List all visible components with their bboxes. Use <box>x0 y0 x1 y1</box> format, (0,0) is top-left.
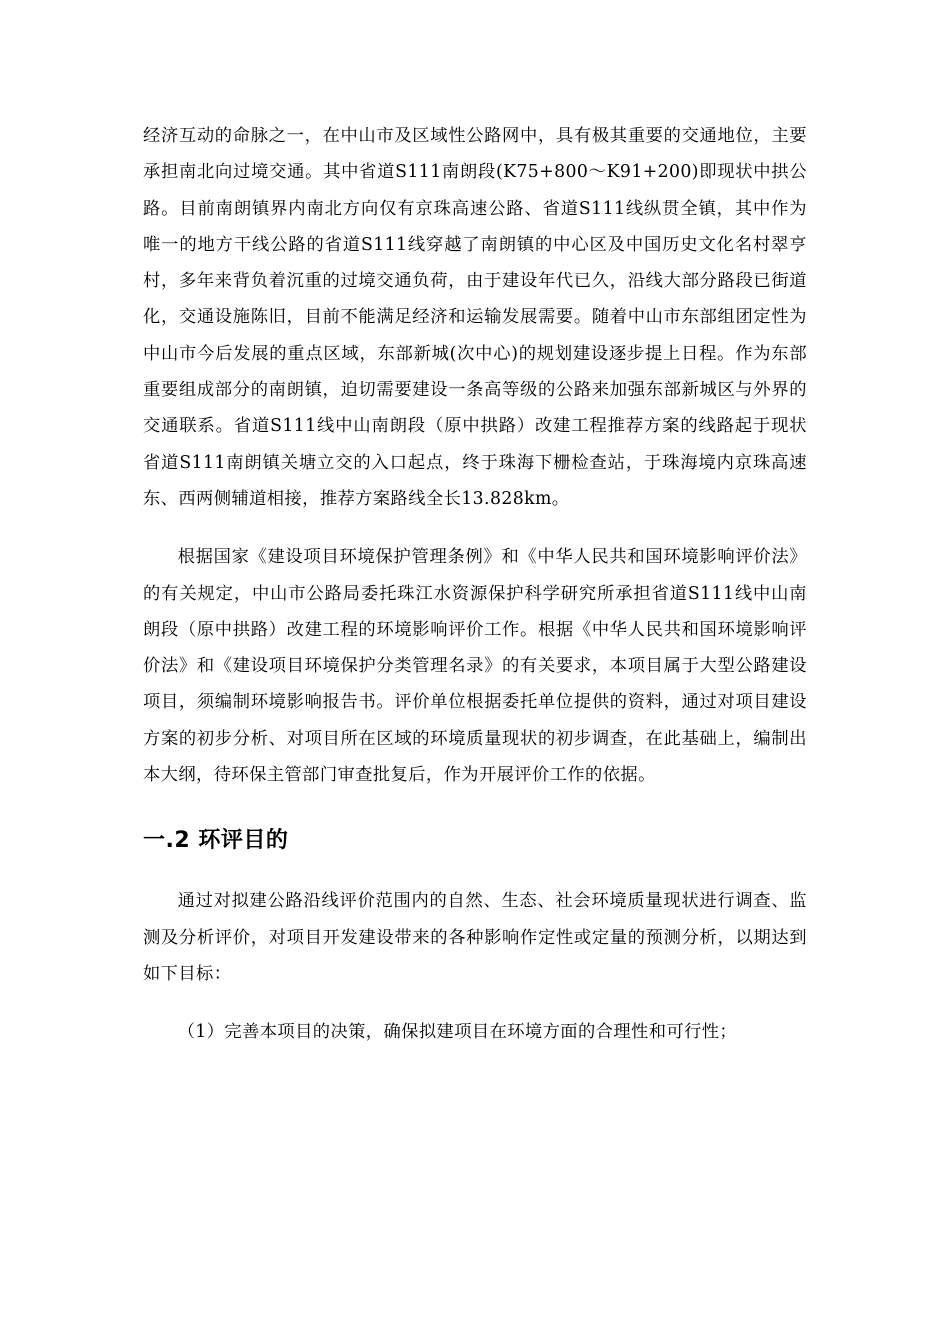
section-heading-eia-purpose: 一.2 环评目的 <box>143 828 289 854</box>
paragraph-project-background: 经济互动的命脉之一，在中山市及区域性公路网中，具有极其重要的交通地位，主要承担南北向过境交通。其中省道S111南朗段(K75+800～K91+200)即现状中拱公路。目前南朗镇界内南北方向仅有京珠高速公路、省道S111线纵贯全镇，其中作为唯一的地方干线公路的省道S111线穿越了南朗镇的中心区及中国历史文化名村翠亨村，多年来背负着沉重的过境交通负荷，由于建设年代已久，沿线大部分路段已街道化，交通设施陈旧，目前不能满足经济和运输发展需要。随着中山市东部组团定性为中山市今后发展的重点区域，东部新城(次中心)的规划建设逐步提上日程。作为东部重要组成部分的南朗镇，迫切需要建设一条高等级的公路来加强东部新城区与外界的交通联系。省道S111线中山南朗段（原中拱路）改建工程推荐方案的线路起于现状省道S111南朗镇关塘立交的入口起点，终于珠海下栅检查站，于珠海境内京珠高速东、西两侧辅道相接，推荐方案路线全长13.828km。 <box>143 126 807 509</box>
list-item-goal-1: （1）完善本项目的决策，确保拟建项目在环境方面的合理性和可行性； <box>177 1022 738 1043</box>
paragraph-assessment-basis: 根据国家《建设项目环境保护管理条例》和《中华人民共和国环境影响评价法》的有关规定，中山市公路局委托珠江水资源保护科学研究所承担省道S111线中山南朗段（原中拱路）改建工程的环境影响评价工作。根据《中华人民共和国环境影响评价法》和《建设项目环境保护分类管理名录》的有关要求，本项目属于大型公路建设项目，须编制环境影响报告书。评价单位根据委托单位提供的资料，通过对项目建设方案的初步分析、对项目所在区域的环境质量现状的初步调查，在此基础上，编制出本大纲，待环保主管部门审查批复后，作为开展评价工作的依据。 <box>143 547 807 786</box>
document-body <box>143 118 807 1051</box>
paragraph-eia-goals: 通过对拟建公路沿线评价范围内的自然、生态、社会环境质量现状进行调查、监测及分析评价，对项目开发建设带来的各种影响作定性或定量的预测分析，以期达到如下目标： <box>143 891 807 984</box>
